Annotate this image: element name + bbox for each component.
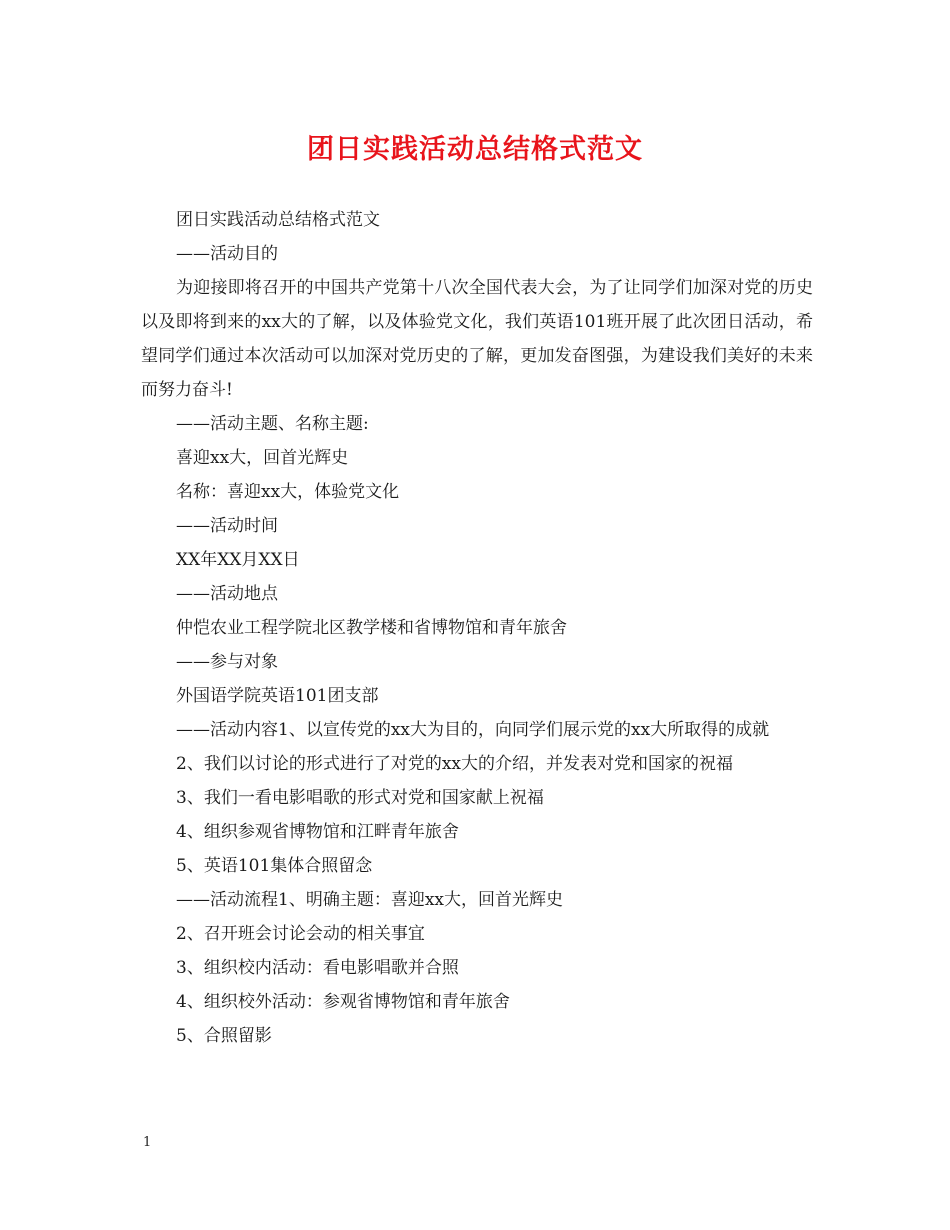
document-title: 团日实践活动总结格式范文 bbox=[307, 134, 643, 165]
paragraph: 3、我们一看电影唱歌的形式对党和国家献上祝福 bbox=[176, 788, 544, 808]
paragraph: 名称：喜迎xx大，体验党文化 bbox=[176, 482, 400, 502]
paragraph: ——活动目的 bbox=[176, 244, 278, 264]
paragraph: ——活动内容1、以宣传党的xx大为目的，向同学们展示党的xx大所取得的成就 bbox=[176, 720, 770, 740]
paragraph: 喜迎xx大，回首光辉史 bbox=[176, 448, 349, 468]
paragraph: 为迎接即将召开的中国共产党第十八次全国代表大会，为了让同学们加深对党的历史以及即将到来的xx大的了解，以及体验党文化，我们英语101班开展了此次团日活动，希望同学们通过本次活动可以加深对党历史的了解，更加发奋图强，为建设我们美好的未来而努力奋斗! bbox=[141, 278, 813, 400]
paragraph: 5、英语101集体合照留念 bbox=[176, 856, 373, 876]
paragraph: 仲恺农业工程学院北区教学楼和省博物馆和青年旅舍 bbox=[176, 618, 567, 638]
page-number: 1 bbox=[143, 1135, 152, 1150]
paragraph: ——活动地点 bbox=[176, 584, 278, 604]
paragraph: ——活动流程1、明确主题：喜迎xx大，回首光辉史 bbox=[176, 890, 563, 910]
paragraph: ——活动主题、名称主题: bbox=[176, 414, 369, 434]
paragraph: 2、召开班会讨论会动的相关事宜 bbox=[176, 924, 425, 944]
paragraph: 2、我们以讨论的形式进行了对党的xx大的介绍，并发表对党和国家的祝福 bbox=[176, 754, 733, 774]
paragraph: 3、组织校内活动：看电影唱歌并合照 bbox=[176, 958, 459, 978]
paragraph: 4、组织参观省博物馆和江畔青年旅舍 bbox=[176, 822, 459, 842]
paragraph: ——参与对象 bbox=[176, 652, 278, 672]
paragraph: 5、合照留影 bbox=[176, 1026, 272, 1046]
paragraph: ——活动时间 bbox=[176, 516, 278, 536]
paragraph: 外国语学院英语101团支部 bbox=[176, 686, 379, 706]
document-body bbox=[141, 203, 813, 1053]
paragraph: XX年XX月XX日 bbox=[176, 550, 300, 570]
paragraph: 4、组织校外活动：参观省博物馆和青年旅舍 bbox=[176, 992, 510, 1012]
paragraph: 团日实践活动总结格式范文 bbox=[176, 210, 380, 230]
